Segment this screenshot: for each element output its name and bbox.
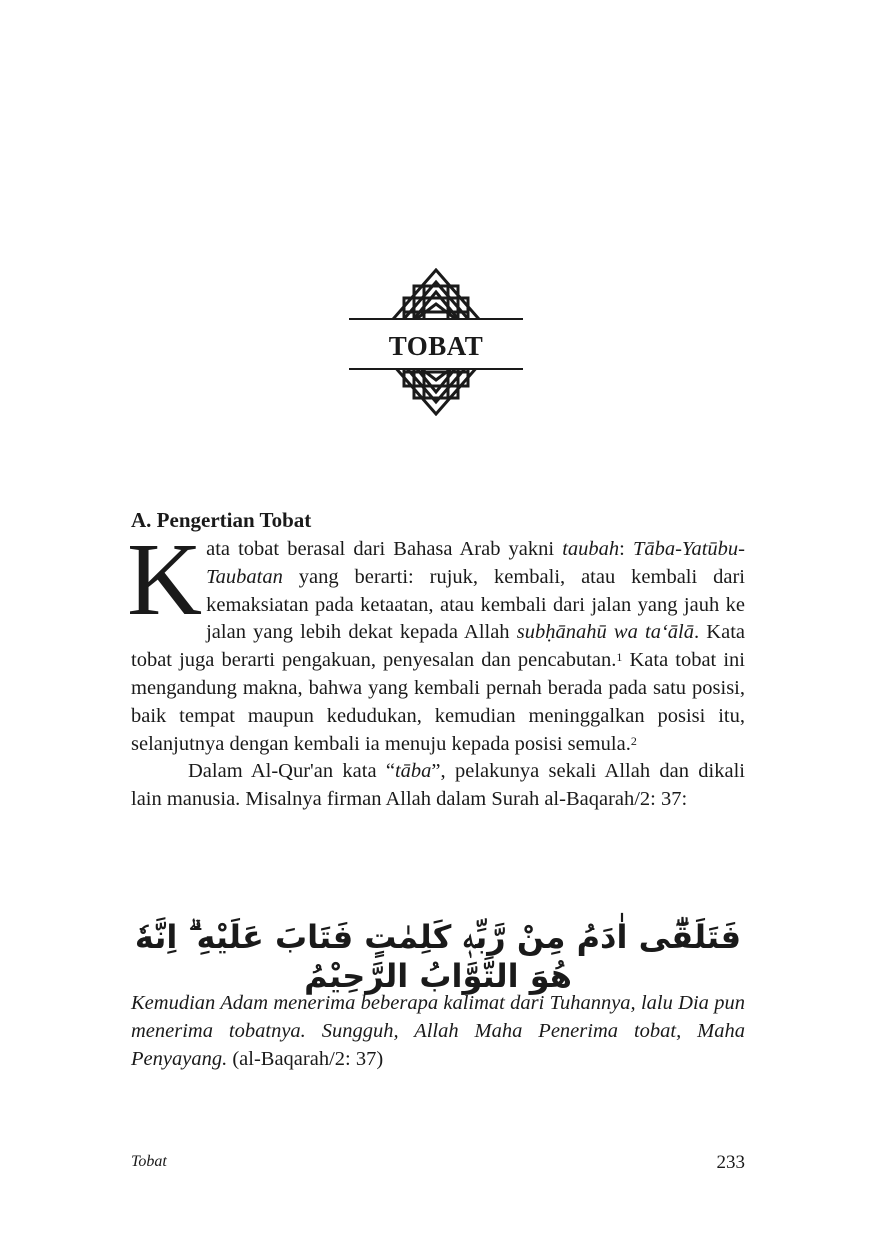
text-run: Kata tobat ini mengandung makna, bahwa yang kembali pernah berada pada satu posisi, baik tempat maupun kedudukan, kemudian meninggalkan posisi itu, selanjutnya dengan kembali ia menuju kepada posisi semula. <box>131 649 745 755</box>
verse-translation <box>131 989 745 1073</box>
text-run: : <box>619 538 633 560</box>
paragraph-2 <box>131 758 745 814</box>
italic-term: Tāba-Yatūbu-Taubatan <box>206 538 745 588</box>
footnote-ref[interactable]: 1 <box>616 650 623 665</box>
text-run: Dalam Al-Qur'an kata “ <box>188 760 395 783</box>
text-run: ”, pelakunya sekali Allah dan dikali lain manusia. Misalnya firman Allah dalam Surah al-Baqarah/2: 37: <box>131 760 745 811</box>
paragraph-1 <box>127 522 746 758</box>
text-run: yang berarti: rujuk, kembali, atau kembali dari kemaksiatan pada ketaatan, atau kembali dari jalan yang jauh ke jalan yang lebih dekat kepada Allah <box>206 565 745 644</box>
italic-term: subḥānahū wa ta‘ālā <box>516 621 694 644</box>
running-footer-title: Tobat <box>131 1153 167 1170</box>
body-text <box>127 522 746 814</box>
translation-text: Kemudian Adam menerima beberapa kalimat dari Tuhannya, lalu Dia pun menerima tobatnya. Sungguh, Allah Maha Penerima tobat, Maha Penyayang. <box>131 992 745 1070</box>
italic-term: tāba <box>394 760 432 783</box>
drop-cap: K <box>127 522 203 637</box>
italic-term: taubah <box>562 538 620 560</box>
chapter-title-banner <box>349 318 523 370</box>
footnote-ref[interactable]: 2 <box>630 733 637 748</box>
section-heading: A. Pengertian Tobat <box>131 508 312 532</box>
text-run: . Kata tobat juga berarti pengakuan, penyesalan dan pencabutan. <box>131 621 746 672</box>
text-run: ata tobat berasal dari Bahasa Arab yakni <box>206 538 563 560</box>
quran-verse-arabic: فَتَلَقّٰٓى اٰدَمُ مِنْ رَّبِّهٖ كَلِمٰتٍ فَتَابَ عَلَيْهِ ۗ اِنَّهٗ هُوَ التَّوَّابُ الرَّحِيْمُ <box>134 918 742 995</box>
page-number: 233 <box>716 1152 745 1173</box>
chapter-title: TOBAT <box>388 330 484 361</box>
verse-reference: (al-Baqarah/2: 37) <box>227 1048 384 1070</box>
